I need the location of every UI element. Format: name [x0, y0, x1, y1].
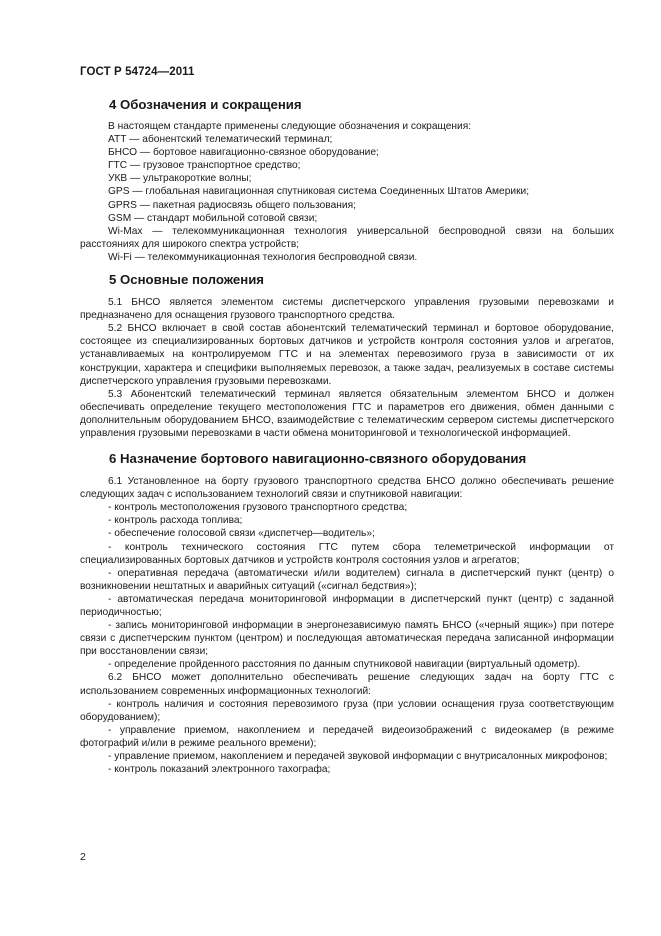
section-6-title: 6 Назначение бортового навигационно-связного оборудования — [109, 451, 527, 467]
section-6 — [80, 450, 614, 776]
section-4-line: В настоящем стандарте применены следующие обозначения и сокращения: — [108, 121, 472, 132]
page-number: 2 — [80, 851, 86, 863]
section-5-paragraph: 5.1 БНСО является элементом системы диспетчерского управления грузовыми перевозками и предназначено для оснащения грузового транспортного средства. — [80, 297, 614, 322]
section-4-line: ГТС — грузовое транспортное средство; — [108, 160, 301, 172]
section-6-list-item: - обеспечение голосовой связи «диспетчер—водитель»; — [108, 528, 375, 540]
section-6-paragraph: 6.1 Установленное на борту грузового транспортного средства БНСО должно обеспечивать решение следующих задач с использованием технологий связи и спутниковой навигации: — [80, 476, 614, 501]
section-5-title: 5 Основные положения — [109, 272, 264, 288]
section-4-title: 4 Обозначения и сокращения — [109, 97, 302, 112]
section-4-line: БНСО — бортовое навигационно-связное оборудование; — [108, 147, 379, 159]
section-6-list-item: - оперативная передача (автоматически и/или водителем) сигнала в диспетчерский пункт (центр) о возникновении нештатных и аварийных ситуаций («сигнал бедствия»); — [80, 567, 614, 592]
section-4-line: GPS — глобальная навигационная спутниковая система Соединенных Штатов Америки; — [108, 186, 530, 198]
section-4 — [80, 96, 614, 264]
section-6-list-item: - контроль показаний электронного тахографа; — [108, 764, 331, 776]
section-4-line: GSM — стандарт мобильной сотовой связи; — [108, 212, 318, 224]
document-header: ГОСТ Р 54724—2011 — [80, 66, 195, 78]
section-4-line: АТТ — абонентский телематический терминал; — [108, 134, 333, 146]
section-4-line: Wi-Max — телекоммуникационная технология универсальной беспроводной связи на больших расстояниях для широкого спектра устройств; — [80, 225, 614, 250]
section-6-list-item: - контроль технического состояния ГТС путем сбора телеметрической информации от специализированных бортовых датчиков и устройств контроля состояния узлов и агрегатов; — [80, 541, 614, 566]
section-4-line: GPRS — пакетная радиосвязь общего пользования; — [108, 199, 356, 211]
section-4-line: Wi-Fi — телекоммуникационная технология беспроводной связи. — [108, 251, 418, 263]
section-6-list-item: - контроль местоположения грузового транспортного средства; — [108, 502, 408, 514]
section-5-paragraph: 5.3 Абонентский телематический терминал является обязательным элементом БНСО и должен обеспечивать определение текущего местоположения ГТС и параметров его движения, обмен данными с дополнительным оборудованием БНСО, взаимодействие с телематическим сервером системы диспетчерского управления грузовыми перевозками в части обмена мониторинговой и технологической информацией. — [80, 388, 614, 439]
section-6-list-item: - определение пройденного расстояния по данным спутниковой навигации (виртуальный одометр). — [108, 659, 581, 671]
section-4-line: УКВ — ультракороткие волны; — [108, 173, 252, 185]
section-5-paragraph: 5.2 БНСО включает в свой состав абонентский телематический терминал и бортовое оборудование, состоящее из специализированных бортовых датчиков и устройств контроля состояния узлов и агрегатов, устанавливаемых на контролируемом ГТС и на элементах перевозимого груза в зависимости от их конструкции, характера и специфики выполняемых перевозок, а также задач, реализуемых в составе системы диспетчерского управления грузовыми перевозками. — [80, 323, 614, 387]
section-6-list-item: - управление приемом, накоплением и передачей звуковой информации с внутрисалонных микрофонов; — [108, 751, 608, 763]
section-6-list-item: - запись мониторинговой информации в энергонезависимую память БНСО («черный ящик») при потере связи с диспетчерским пунктом (центром) и последующая автоматическая передача записанной информации при восстановлении связи; — [80, 620, 614, 658]
section-6-list-item: - контроль расхода топлива; — [108, 515, 243, 527]
section-6-paragraph: 6.2 БНСО может дополнительно обеспечивать решение следующих задач на борту ГТС с использованием современных информационных технологий: — [80, 672, 614, 697]
section-6-list-item: - контроль наличия и состояния перевозимого груза (при условии оснащения груза соответствующим оборудованием); — [80, 698, 614, 723]
section-6-list-item: - автоматическая передача мониторинговой информации в диспетчерский пункт (центр) с заданной периодичностью; — [80, 593, 614, 618]
section-5 — [80, 271, 614, 440]
document-body — [80, 96, 614, 776]
section-6-list-item: - управление приемом, накоплением и передачей видеоизображений с видеокамер (в режиме фотографий и/или в режиме реального времени); — [80, 724, 614, 749]
